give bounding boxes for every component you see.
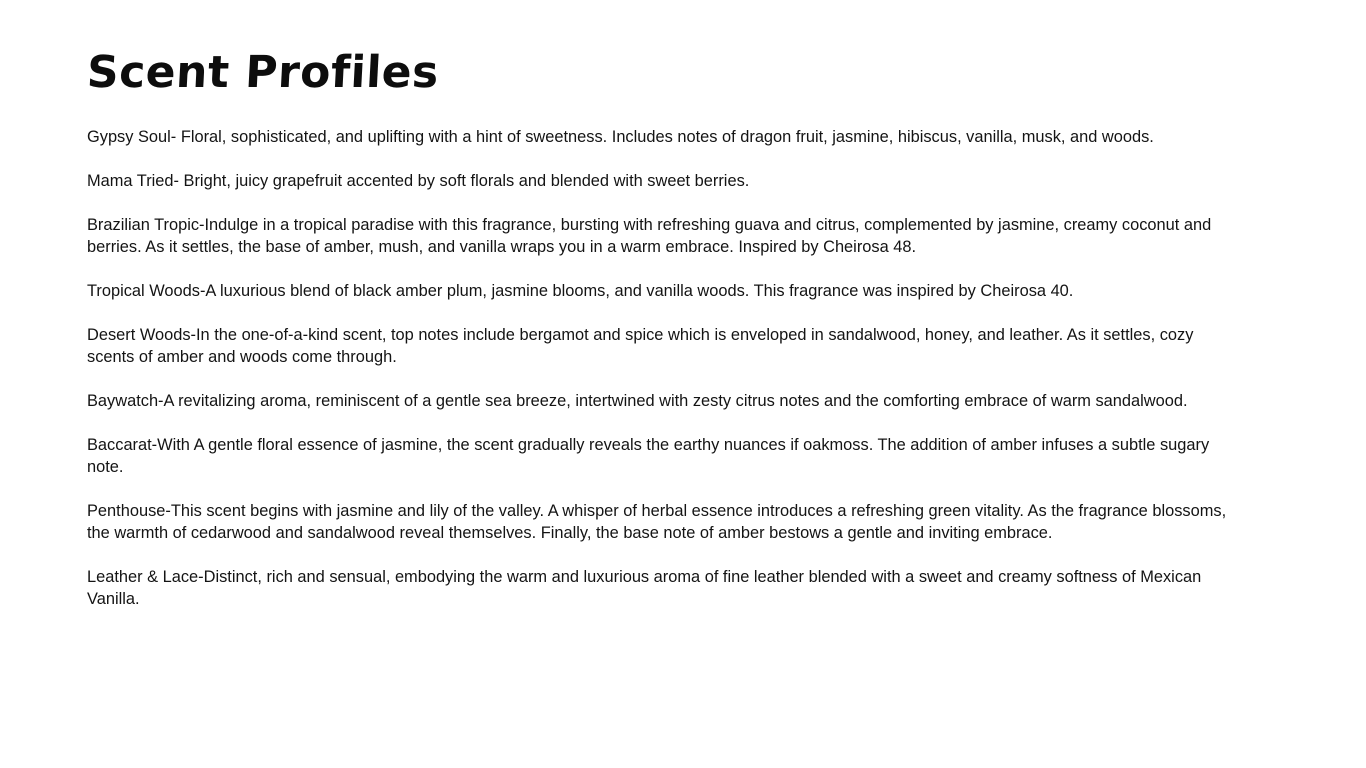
- scent-profile-mama-tried: Mama Tried- Bright, juicy grapefruit accented by soft florals and blended with sweet berries.: [87, 172, 750, 190]
- scent-profile-list: [87, 126, 1237, 632]
- scent-profile-gypsy-soul: Gypsy Soul- Floral, sophisticated, and uplifting with a hint of sweetness. Includes notes of dragon fruit, jasmine, hibiscus, vanilla, musk, and woods.: [87, 128, 1154, 146]
- scent-profile-desert-woods: Desert Woods-In the one-of-a-kind scent, top notes include bergamot and spice which is enveloped in sandalwood, honey, and leather. As it settles, cozy scents of amber and woods come through.: [87, 326, 1194, 366]
- scent-profile-penthouse: Penthouse-This scent begins with jasmine and lily of the valley. A whisper of herbal essence introduces a refreshing green vitality. As the fragrance blossoms, the warmth of cedarwood and sandalwood reveal themselves. Finally, the base note of amber bestows a gentle and inviting embrace.: [87, 502, 1227, 542]
- scent-profile-tropical-woods: Tropical Woods-A luxurious blend of black amber plum, jasmine blooms, and vanilla woods. This fragrance was inspired by Cheirosa 40.: [87, 282, 1074, 300]
- scent-profile-baywatch: Baywatch-A revitalizing aroma, reminiscent of a gentle sea breeze, intertwined with zesty citrus notes and the comforting embrace of warm sandalwood.: [87, 392, 1188, 410]
- scent-profile-brazilian-tropic: Brazilian Tropic-Indulge in a tropical paradise with this fragrance, bursting with refreshing guava and citrus, complemented by jasmine, creamy coconut and berries. As it settles, the base of amber, mush, and vanilla wraps you in a warm embrace. Inspired by Cheirosa 48.: [87, 216, 1212, 256]
- scent-profile-leather-and-lace: Leather & Lace-Distinct, rich and sensual, embodying the warm and luxurious aroma of fine leather blended with a sweet and creamy softness of Mexican Vanilla.: [87, 568, 1202, 608]
- scent-profile-baccarat: Baccarat-With A gentle floral essence of jasmine, the scent gradually reveals the earthy nuances if oakmoss. The addition of amber infuses a subtle sugary note.: [87, 436, 1210, 476]
- page-title: Scent Profiles: [85, 47, 441, 98]
